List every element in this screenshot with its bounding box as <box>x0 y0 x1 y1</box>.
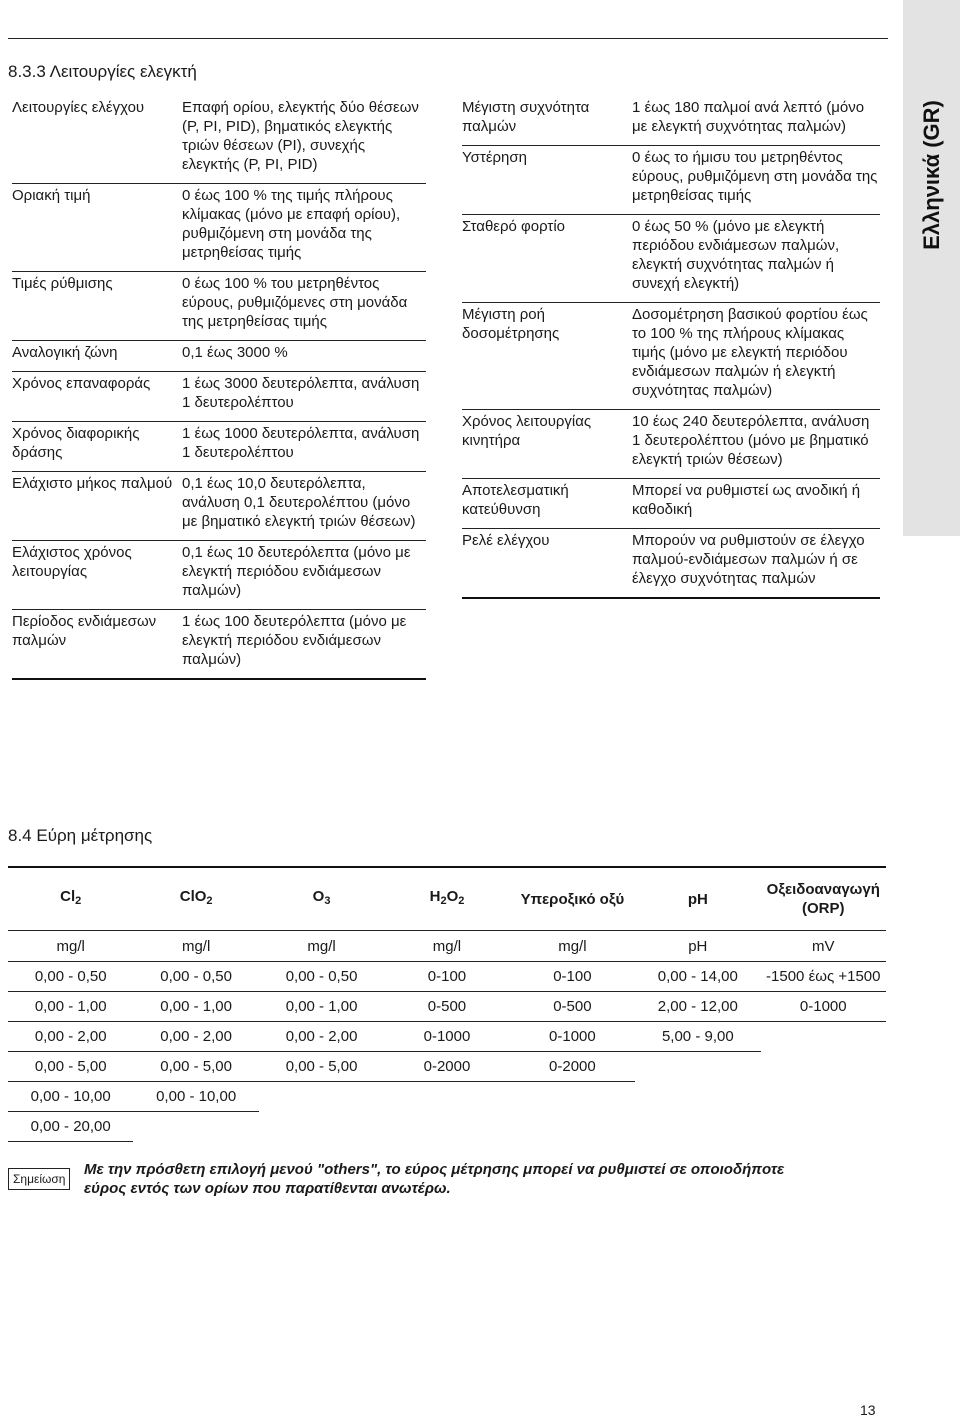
parameter-value: 0,1 έως 10 δευτερόλεπτα (μόνο με ελεγκτή περιόδου ενδιάμεσων παλμών) <box>182 541 426 610</box>
left-spec-row <box>12 341 426 372</box>
column-header-subscript: 3 <box>324 895 331 907</box>
parameter-label: Αποτελεσματική κατεύθυνση <box>462 479 632 529</box>
table-row <box>8 1112 886 1142</box>
table-row <box>8 1082 886 1112</box>
column-header-main: Cl <box>60 888 76 905</box>
range-cell: 0,00 - 14,00 <box>635 962 760 992</box>
range-cell <box>635 1082 760 1112</box>
range-cell: 5,00 - 9,00 <box>635 1022 760 1052</box>
left-spec-row <box>12 372 426 422</box>
parameter-value: 0,1 έως 3000 % <box>182 341 426 372</box>
parameter-label: Μέγιστη συχνότητα παλμών <box>462 99 590 135</box>
controller-functions-table-continued <box>462 98 880 599</box>
right-spec-row <box>462 98 880 146</box>
parameter-label: Υστέρηση <box>462 146 632 215</box>
range-cell: 0-100 <box>510 962 635 992</box>
range-cell: 2,00 - 12,00 <box>635 992 760 1022</box>
parameter-value: 1 έως 180 παλμοί ανά λεπτό (μόνο με ελεγκτή συχνότητας παλμών) <box>632 99 865 135</box>
parameter-label: Χρόνος διαφορικής δράσης <box>12 422 182 472</box>
column-header <box>8 867 133 931</box>
parameter-value: 0 έως το ήμισυ του μετρηθέντος εύρους, ρυθμιζόμενη στη μονάδα της μετρηθείσας τιμής <box>632 146 880 215</box>
parameter-value: 1 έως 1000 δευτερόλεπτα, ανάλυση 1 δευτερολέπτου <box>182 422 426 472</box>
range-cell: -1500 έως +1500 <box>761 962 886 992</box>
parameter-label: Τιμές ρύθμισης <box>12 272 182 341</box>
range-cell <box>510 1082 635 1112</box>
measuring-ranges-table-wrapper <box>8 866 886 1142</box>
right-spec-row <box>462 215 880 303</box>
range-cell: 0-500 <box>384 992 509 1022</box>
parameter-label: Οριακή τιμή <box>12 184 182 272</box>
range-cell <box>510 1112 635 1142</box>
range-cell: 0-1000 <box>384 1022 509 1052</box>
column-header <box>259 867 384 931</box>
parameter-value: 10 έως 240 δευτερόλεπτα, ανάλυση 1 δευτερολέπτου (μόνο με βηματικό ελεγκτή τριών θέσεων) <box>632 410 880 479</box>
parameter-label: Περίοδος ενδιάμεσων παλμών <box>12 610 182 680</box>
range-cell: 0,00 - 0,50 <box>133 962 258 992</box>
column-header <box>635 867 760 931</box>
column-header-main: pH <box>687 890 708 908</box>
parameter-value: Δοσομέτρηση βασικού φορτίου έως το 100 % της πλήρους κλίμακας τιμής (μόνο με ελεγκτή περιόδου ενδιάμεσων παλμών ή ελεγκτή συχνότητας παλμών) <box>632 303 880 410</box>
units-row <box>8 931 886 962</box>
column-header <box>761 867 886 931</box>
column-header-main: ClO <box>179 888 207 905</box>
right-spec-row <box>462 529 880 599</box>
range-cell <box>384 1082 509 1112</box>
left-spec-row <box>12 610 426 680</box>
column-header-tail: O <box>446 888 459 905</box>
parameter-label: Ελάχιστο μήκος παλμού <box>12 472 182 541</box>
range-cell: 0,00 - 5,00 <box>259 1052 384 1082</box>
range-cell: 0-1000 <box>761 992 886 1022</box>
parameter-value: 1 έως 100 δευτερόλεπτα (μόνο με ελεγκτή περιόδου ενδιάμεσων παλμών) <box>182 610 426 680</box>
parameter-label: Χρόνος λειτουργίας κινητήρα <box>462 410 632 479</box>
measuring-ranges-title: 8.4 Εύρη μέτρησης <box>8 826 153 845</box>
column-header-subscript: 2 <box>206 895 213 907</box>
range-cell: 0,00 - 10,00 <box>8 1082 133 1112</box>
left-spec-row <box>12 98 426 184</box>
range-cell: 0,00 - 1,00 <box>133 992 258 1022</box>
parameter-label: Λειτουργίες ελέγχου <box>12 99 145 116</box>
column-header-main: Οξειδοαναγωγή (ORP) <box>766 881 880 917</box>
parameter-label: Μέγιστη ροή δοσομέτρησης <box>462 303 632 410</box>
top-rule <box>8 38 888 39</box>
range-cell: 0,00 - 5,00 <box>8 1052 133 1082</box>
section-title: 8.3.3 Λειτουργίες ελεγκτή <box>8 62 197 81</box>
parameter-value: 0 έως 100 % της τιμής πλήρους κλίμακας (μόνο με επαφή ορίου), ρυθμιζόμενη στη μονάδα της μετρηθείσας τιμής <box>182 184 426 272</box>
left-spec-row <box>12 272 426 341</box>
unit-cell: mg/l <box>259 931 384 962</box>
measuring-ranges-table <box>8 866 886 1142</box>
column-header <box>510 867 635 931</box>
parameter-value: Επαφή ορίου, ελεγκτής δύο θέσεων (P, PI, PID), βηματικός ελεγκτής τριών θέσεων (PI), συνεχής ελεγκτής (P, PI, PID) <box>182 99 419 173</box>
range-cell: 0-2000 <box>510 1052 635 1082</box>
range-cell: 0,00 - 0,50 <box>259 962 384 992</box>
left-spec-row <box>12 472 426 541</box>
column-header-main: O <box>312 888 325 905</box>
unit-cell: mg/l <box>133 931 258 962</box>
table-row <box>8 1022 886 1052</box>
unit-cell: pH <box>635 931 760 962</box>
range-cell: 0,00 - 2,00 <box>8 1022 133 1052</box>
parameter-label: Ελάχιστος χρόνος λειτουργίας <box>12 541 182 610</box>
column-header-subscript: 2 <box>458 895 465 907</box>
note-label: Σημείωση <box>8 1168 70 1190</box>
column-header-main: Υπεροξικό οξύ <box>520 890 625 908</box>
parameter-value: 0 έως 50 % (μόνο με ελεγκτή περιόδου ενδιάμεσων παλμών, ελεγκτή συχνότητας παλμών ή συνεχή ελεγκτή) <box>632 215 880 303</box>
range-cell: 0,00 - 1,00 <box>8 992 133 1022</box>
language-tab <box>903 0 960 536</box>
range-cell <box>259 1082 384 1112</box>
range-cell: 0,00 - 10,00 <box>133 1082 258 1112</box>
column-header <box>133 867 258 931</box>
range-cell <box>761 1112 886 1142</box>
left-spec-row <box>12 184 426 272</box>
unit-cell: mg/l <box>510 931 635 962</box>
range-cell: 0-500 <box>510 992 635 1022</box>
range-cell <box>635 1112 760 1142</box>
range-cell <box>761 1082 886 1112</box>
left-spec-row <box>12 541 426 610</box>
right-spec-row <box>462 410 880 479</box>
controller-functions-table <box>12 98 426 680</box>
parameter-label: Ρελέ ελέγχου <box>462 529 632 599</box>
column-header-subscript: 2 <box>440 895 447 907</box>
language-tab-label: Ελληνικά (GR) <box>918 100 944 250</box>
parameter-label: Αναλογική ζώνη <box>12 341 182 372</box>
range-cell: 0,00 - 2,00 <box>259 1022 384 1052</box>
range-cell: 0,00 - 20,00 <box>8 1112 133 1142</box>
range-cell <box>761 1022 886 1052</box>
range-cell: 0,00 - 2,00 <box>133 1022 258 1052</box>
range-cell: 0,00 - 5,00 <box>133 1052 258 1082</box>
parameter-value: Μπορούν να ρυθμιστούν σε έλεγχο παλμού-ενδιάμεσων παλμών ή σε έλεγχο συχνότητας παλμών <box>632 529 880 599</box>
range-cell: 0,00 - 0,50 <box>8 962 133 992</box>
page-number: 13 <box>860 1402 876 1418</box>
table-row <box>8 992 886 1022</box>
parameter-value: 0 έως 100 % του μετρηθέντος εύρους, ρυθμιζόμενες στη μονάδα της μετρηθείσας τιμής <box>182 272 426 341</box>
range-cell <box>133 1112 258 1142</box>
right-spec-row <box>462 303 880 410</box>
right-spec-row <box>462 479 880 529</box>
left-spec-row <box>12 422 426 472</box>
parameter-value: 1 έως 3000 δευτερόλεπτα, ανάλυση 1 δευτερολέπτου <box>182 372 426 422</box>
parameter-value: 0,1 έως 10,0 δευτερόλεπτα, ανάλυση 0,1 δευτερολέπτου (μόνο με βηματικό ελεγκτή τριών θέσεων) <box>182 472 426 541</box>
unit-cell: mg/l <box>8 931 133 962</box>
range-cell: 0-1000 <box>510 1022 635 1052</box>
note-text: Με την πρόσθετη επιλογή μενού "others", το εύρος μέτρησης μπορεί να ρυθμιστεί σε οποιοδήποτε εύρος εντός των ορίων που παρατίθενται ανωτέρω. <box>84 1161 785 1197</box>
unit-cell: mV <box>761 931 886 962</box>
range-cell: 0-2000 <box>384 1052 509 1082</box>
column-header-main: H <box>429 888 441 905</box>
column-header <box>384 867 509 931</box>
parameter-label: Σταθερό φορτίο <box>462 215 632 303</box>
range-cell <box>761 1052 886 1082</box>
table-row <box>8 1052 886 1082</box>
unit-cell: mg/l <box>384 931 509 962</box>
range-cell <box>635 1052 760 1082</box>
range-cell <box>384 1112 509 1142</box>
parameter-value: Μπορεί να ρυθμιστεί ως ανοδική ή καθοδική <box>632 479 880 529</box>
range-cell <box>259 1112 384 1142</box>
column-header-subscript: 2 <box>75 895 82 907</box>
right-spec-row <box>462 146 880 215</box>
range-cell: 0,00 - 1,00 <box>259 992 384 1022</box>
range-cell: 0-100 <box>384 962 509 992</box>
parameter-label: Χρόνος επαναφοράς <box>12 372 182 422</box>
table-row <box>8 962 886 992</box>
